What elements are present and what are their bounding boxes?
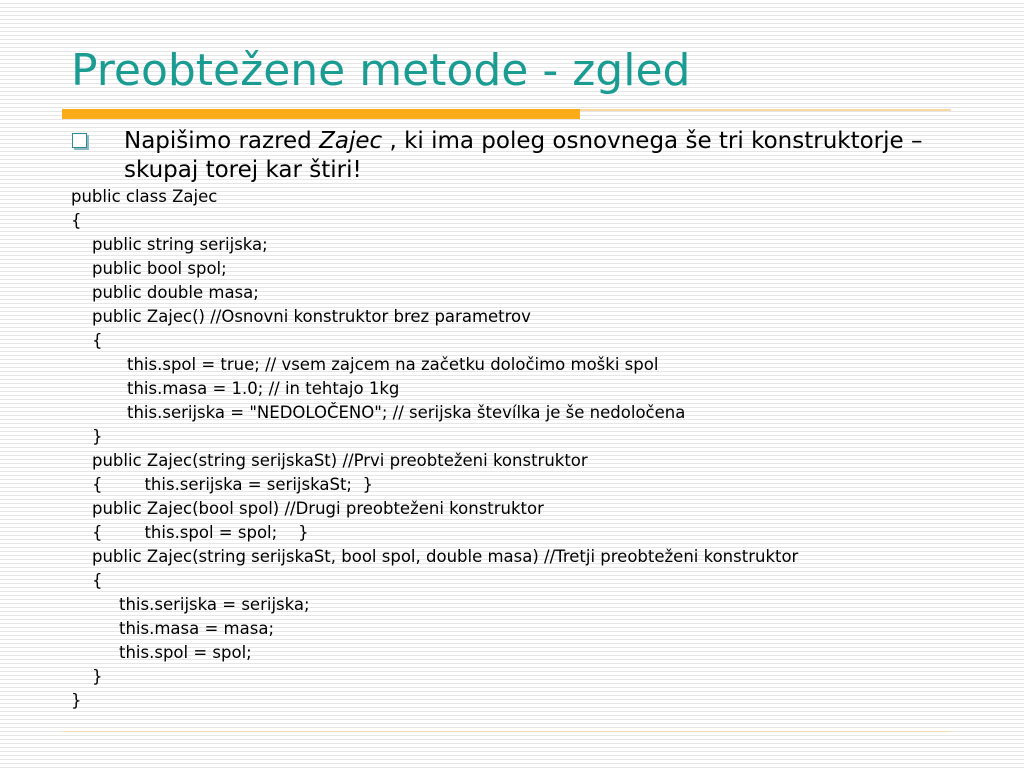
slide-title: Preobtežene metode - zgled <box>71 45 691 96</box>
title-underline-accent <box>62 109 580 119</box>
code-line: public Zajec(string serijskaSt, bool spol, double masa) //Tretji preobteženi konstruktor <box>92 547 799 566</box>
footer-rule <box>62 731 951 732</box>
code-line: this.spol = true; // vsem zajcem na začetku določimo moški spol <box>127 355 659 374</box>
code-line: { <box>71 211 82 230</box>
bullet-square-icon <box>72 133 87 148</box>
code-line: this.serijska = serijska; <box>119 595 310 614</box>
code-line: public Zajec(string serijskaSt) //Prvi preobteženi konstruktor <box>92 451 588 470</box>
code-line: public bool spol; <box>92 259 227 278</box>
code-line: public Zajec() //Osnovni konstruktor brez parametrov <box>92 307 531 326</box>
code-line: public Zajec(bool spol) //Drugi preobteženi konstruktor <box>92 499 544 518</box>
code-line: public double masa; <box>92 283 259 302</box>
code-line: this.spol = spol; <box>119 643 252 662</box>
code-line: } <box>71 691 82 710</box>
code-line: { this.serijska = serijskaSt; } <box>92 475 373 494</box>
code-line: } <box>92 667 103 686</box>
title-underline-thin <box>580 109 951 111</box>
code-line: { <box>92 331 103 350</box>
code-line: { this.spol = spol; } <box>92 523 309 542</box>
code-line: this.masa = masa; <box>119 619 275 638</box>
code-line: } <box>92 427 103 446</box>
code-line: this.serijska = "NEDOLOČENO"; // serijska števílka je še nedoločena <box>127 403 686 422</box>
bullet-point <box>124 127 944 185</box>
code-line: { <box>92 571 103 590</box>
code-line: public class Zajec <box>71 187 218 206</box>
bullet-text-start: Napišimo razred <box>124 128 320 154</box>
bullet-text-end: , ki ima poleg osnovnega še tri konstruktorje – skupaj torej kar štiri! <box>124 128 923 183</box>
code-line: public string serijska; <box>92 235 268 254</box>
code-line: this.masa = 1.0; // in tehtajo 1kg <box>127 379 400 398</box>
class-name-emphasis: Zajec <box>319 128 383 154</box>
